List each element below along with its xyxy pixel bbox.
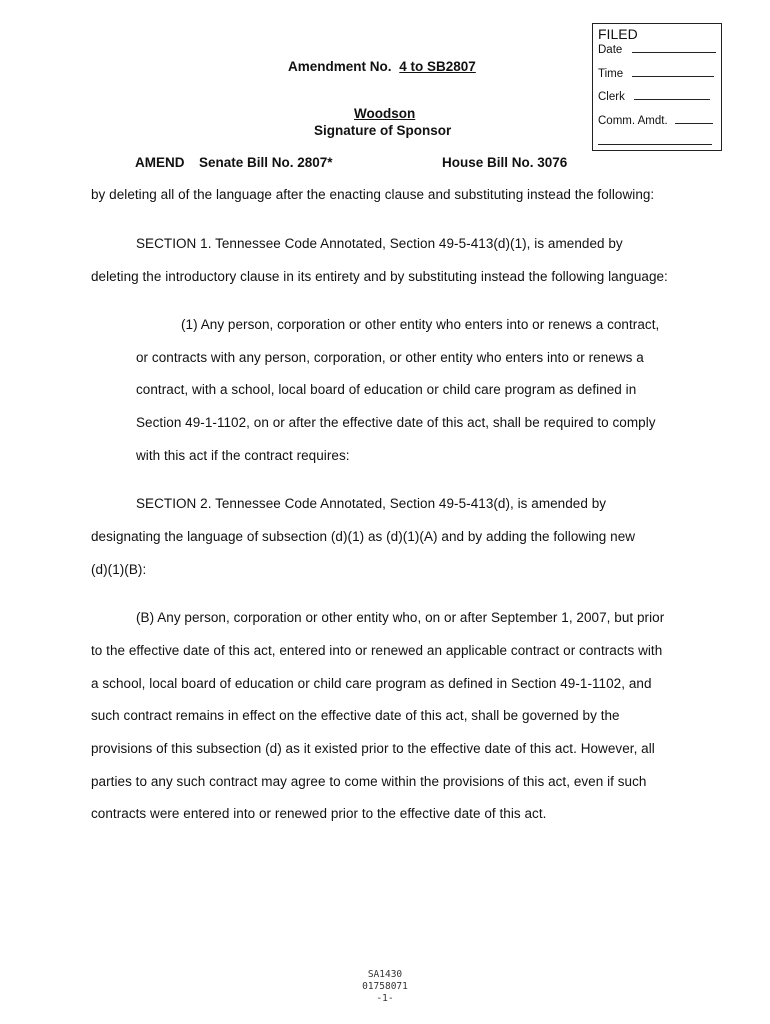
clauseB-line: parties to any such contract may agree to come within the provisions of this act, even if such [91, 774, 647, 789]
clauseB-line: a school, local board of education or child care program as defined in Section 49-1-1102, and [91, 676, 652, 691]
page-number: -1- [376, 993, 394, 1004]
section2-line: (d)(1)(B): [91, 562, 147, 577]
filed-date-label: Date [598, 44, 623, 56]
house-bill: House Bill No. 3076 [442, 155, 568, 170]
filed-date-blank [632, 44, 716, 53]
filed-comm-blank [675, 115, 713, 124]
footer-code: SA1430 [367, 969, 403, 980]
filed-title: FILED [598, 26, 638, 42]
amendment-label: Amendment No. [288, 59, 392, 74]
sponsor-name: Woodson [354, 106, 416, 121]
section1-line: deleting the introductory clause in its entirety and by substituting instead the following language: [91, 269, 668, 284]
amendment-line [288, 59, 476, 74]
filed-clerk-blank [634, 91, 710, 100]
clause1-line: contract, with a school, local board of education or child care program as defined in [136, 382, 637, 397]
filed-time-row [598, 68, 714, 80]
clause1-line: or contracts with any person, corporation, or other entity who enters into or renews a [136, 350, 644, 365]
clauseB-line: provisions of this subsection (d) as it existed prior to the effective date of this act. However, all [91, 741, 655, 756]
filed-box [592, 23, 722, 151]
filed-clerk-label: Clerk [598, 91, 625, 103]
clauseB-line: (B) Any person, corporation or other entity who, on or after September 1, 2007, but prior [136, 610, 665, 625]
filed-comm-row [598, 115, 713, 127]
section2-line: SECTION 2. Tennessee Code Annotated, Section 49-5-413(d), is amended by [136, 496, 607, 511]
clauseB-line: to the effective date of this act, entered into or renewed an applicable contract or contracts with [91, 643, 663, 658]
filed-comm-label: Comm. Amdt. [598, 115, 668, 127]
page-footer [0, 969, 770, 1005]
sponsor-caption: Signature of Sponsor [314, 123, 452, 138]
filed-extra-row [598, 136, 712, 148]
senate-bill: Senate Bill No. 2807* [199, 155, 333, 170]
amendment-value: 4 to SB2807 [399, 59, 476, 74]
footer-number: 01758071 [362, 981, 408, 992]
filed-extra-blank [598, 136, 712, 145]
intro-text: by deleting all of the language after the enacting clause and substituting instead the following: [91, 187, 655, 202]
clause1-line: Section 49-1-1102, on or after the effective date of this act, shall be required to comply [136, 415, 656, 430]
clause1-line: with this act if the contract requires: [136, 448, 350, 463]
section2-line: designating the language of subsection (d)(1) as (d)(1)(A) and by adding the following new [91, 529, 636, 544]
clauseB-line: contracts were entered into or renewed prior to the effective date of this act. [91, 806, 547, 821]
filed-clerk-row [598, 91, 710, 103]
clause1-line: (1) Any person, corporation or other entity who enters into or renews a contract, [181, 317, 660, 332]
amend-label: AMEND [135, 155, 185, 170]
filed-date-row [598, 44, 716, 56]
filed-time-label: Time [598, 68, 624, 80]
filed-time-blank [632, 68, 714, 77]
section1-line: SECTION 1. Tennessee Code Annotated, Section 49-5-413(d)(1), is amended by [136, 236, 623, 251]
clauseB-line: such contract remains in effect on the effective date of this act, shall be governed by the [91, 708, 620, 723]
